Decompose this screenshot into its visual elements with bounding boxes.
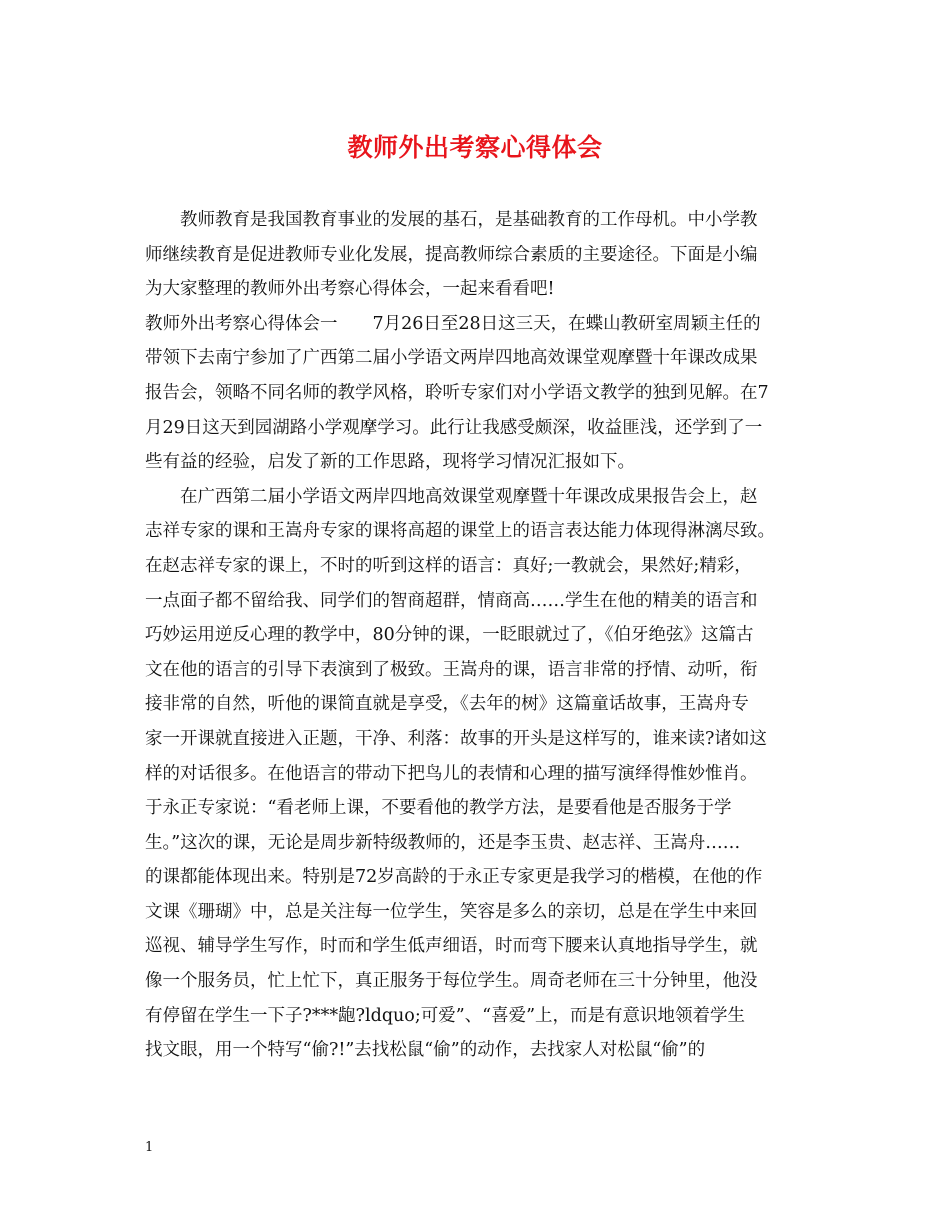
document-body bbox=[145, 203, 815, 1068]
body-line: 巡视、辅导学生写作，时而和学生低声细语，时而弯下腰来认真地指导学生，就 bbox=[145, 936, 758, 957]
page-number: 1 bbox=[145, 1140, 154, 1155]
document-title: 教师外出考察心得体会 bbox=[347, 133, 603, 162]
body-line: 的课都能体现出来。特别是72岁高龄的于永正专家更是我学习的楷模，在他的作 bbox=[145, 867, 763, 888]
body-line: 为大家整理的教师外出考察心得体会，一起来看看吧! bbox=[145, 279, 555, 300]
body-line: 找文眼，用一个特写“偷?!”去找松鼠“偷”的动作，去找家人对松鼠“偷”的 bbox=[145, 1040, 706, 1061]
body-line: 月29日这天到园湖路小学观摩学习。此行让我感受颇深，收益匪浅，还学到了一 bbox=[145, 417, 763, 438]
body-line: 在赵志祥专家的课上，不时的听到这样的语言：真好;一教就会，果然好;精彩， bbox=[145, 555, 752, 576]
body-line: 报告会，领略不同名师的教学风格，聆听专家们对小学语文教学的独到见解。在7 bbox=[145, 382, 769, 403]
body-line: 巧妙运用逆反心理的教学中，80分钟的课，一眨眼就过了，《伯牙绝弦》这篇古 bbox=[145, 625, 754, 646]
body-line: 师继续教育是促进教师专业化发展，提高教师综合素质的主要途径。下面是小编 bbox=[145, 244, 758, 265]
body-line: 一点面子都不留给我、同学们的智商超群，情商高……学生在他的精美的语言和 bbox=[145, 590, 758, 611]
body-line: 在广西第二届小学语文两岸四地高效课堂观摩暨十年课改成果报告会上，赵 bbox=[180, 486, 758, 507]
body-line: 文在他的语言的引导下表演到了极致。王嵩舟的课，语言非常的抒情、动听，衔 bbox=[145, 659, 758, 680]
body-line: 教师教育是我国教育事业的发展的基石，是基础教育的工作母机。中小学教 bbox=[180, 210, 758, 230]
body-line: 于永正专家说：“看老师上课，不要看他的教学方法，是要看他是否服务于学 bbox=[145, 798, 732, 819]
body-line: 志祥专家的课和王嵩舟专家的课将高超的课堂上的语言表达能力体现得淋漓尽致。 bbox=[145, 521, 775, 542]
body-line: 些有益的经验，启发了新的工作思路，现将学习情况汇报如下。 bbox=[145, 452, 635, 473]
body-line: 教师外出考察心得体会一 7月26日至28日这三天，在蝶山教研室周颖主任的 bbox=[145, 313, 761, 334]
body-line: 接非常的自然，听他的课简直就是享受，《去年的树》这篇童话故事，王嵩舟专 bbox=[145, 694, 749, 715]
body-line: 像一个服务员，忙上忙下，真正服务于每位学生。周奇老师在三十分钟里，他没 bbox=[145, 971, 758, 992]
body-line: 家一开课就直接进入正题，干净、利落：故事的开头是这样写的，谁来读?诸如这 bbox=[145, 728, 767, 749]
body-line: 生。”这次的课，无论是周步新特级教师的，还是李玉贵、赵志祥、王嵩舟…… bbox=[145, 832, 741, 853]
body-line: 带领下去南宁参加了广西第二届小学语文两岸四地高效课堂观摩暨十年课改成果 bbox=[145, 348, 758, 369]
body-line: 有停留在学生一下子?***龅?ldquo;可爱”、“喜爱”上，而是有意识地领着学生 bbox=[145, 1005, 746, 1026]
body-line: 样的对话很多。在他语言的带动下把鸟儿的表情和心理的描写演绎得惟妙惟肖。 bbox=[145, 763, 758, 784]
body-line: 文课《珊瑚》中，总是关注每一位学生，笑容是多么的亲切，总是在学生中来回 bbox=[145, 901, 758, 922]
